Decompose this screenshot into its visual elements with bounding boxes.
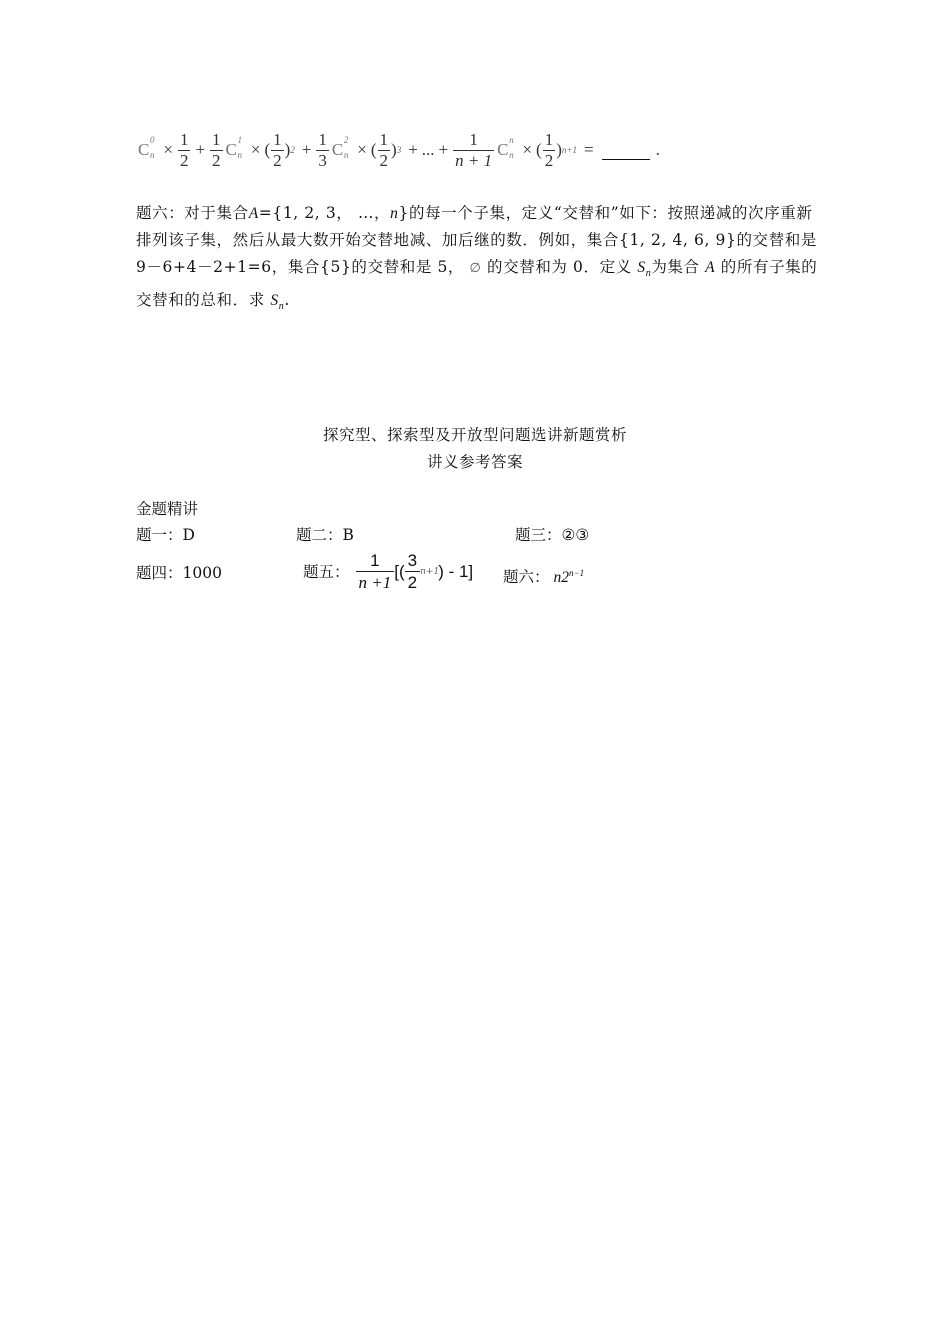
paren: ( <box>264 140 271 159</box>
answer-q1: 题一：D <box>136 526 195 544</box>
combination-cn: C n n <box>497 135 514 160</box>
equals-sign: = <box>583 140 594 159</box>
paren: ( <box>536 140 542 159</box>
paren: ( <box>370 140 377 159</box>
fraction-one-half: $\frac{1}{2}$ <box>179 129 189 170</box>
plus-sign: + <box>195 140 206 159</box>
exponent: 2 <box>290 145 295 155</box>
combination-c0: C 0 n <box>138 135 155 160</box>
combination-c1: C 1 n <box>225 135 243 160</box>
paren: ) <box>391 140 397 159</box>
fraction-one-over-n-plus-1: $\frac{1}{n + 1}$ <box>455 129 493 170</box>
fraction-one-half: $\frac{1}{2}$ <box>212 129 221 170</box>
times-sign: × <box>250 140 261 159</box>
combination-c2: C 2 n <box>331 135 349 160</box>
answer-q3: 题三：②③ <box>515 526 590 544</box>
fraction-one-third: $\frac{1}{3}$ <box>318 129 327 170</box>
answer-q2: 题二：B <box>296 526 354 544</box>
fraction-one-half: $\frac{1}{2}$ <box>379 129 389 170</box>
paren: ) <box>284 140 291 159</box>
problem-six-text: 题六：对于集合A={1, 2, 3， …，n}的每一个子集，定义“交替和”如下：按照递减的次序重新排列该子集，然后从最大数开始交替地减、加后继的数．例如，集合{1, 2, 4, 6, 9}的交替和是 9－6+4－2+1=6，集合{5}的交替和是 5， ∅ 的交替和为 0．定义 $S_n$为集合 A 的所有子集的交替和的总和．求 $S_n$. <box>136 204 818 313</box>
plus-sign: + <box>301 140 312 159</box>
plus-sign: + <box>408 140 418 159</box>
fraction-one-half: $\frac{1}{2}$ <box>273 129 282 170</box>
ellipsis: ... <box>421 140 435 159</box>
answer-q6: 题六： $n2^{n-1}$ <box>503 568 585 587</box>
times-sign: × <box>357 140 367 159</box>
times-sign: × <box>522 140 533 159</box>
answer-q5-fraction: $\frac{1}{n +1}$ <box>356 551 395 594</box>
empty-set-symbol: ∅ <box>469 261 482 276</box>
times-sign: × <box>163 140 173 159</box>
period: . <box>655 140 660 159</box>
answer-key-title: 探究型、探索型及开放型问题选讲新题赏析 <box>322 426 627 444</box>
fraction-one-half: $\frac{1}{2}$ <box>544 129 554 170</box>
binomial-sum-formula <box>136 120 836 180</box>
answer-q5-inner-fraction: $\frac{3}{2}$ <box>405 551 420 594</box>
answer-q4: 题四：1000 <box>136 564 222 582</box>
answer-q5: 题五： $\frac{1}{n +1}$ [( $\frac{3}{2}$ n+1 ) - 1] <box>303 550 474 592</box>
answer-blank <box>602 141 650 160</box>
section-heading: 金题精讲 <box>136 500 199 518</box>
paren: ) <box>556 140 562 159</box>
exponent: n+1 <box>561 145 577 155</box>
exponent: 3 <box>396 145 402 155</box>
answer-key-subtitle: 讲义参考答案 <box>426 453 523 471</box>
plus-sign: + <box>438 140 449 159</box>
